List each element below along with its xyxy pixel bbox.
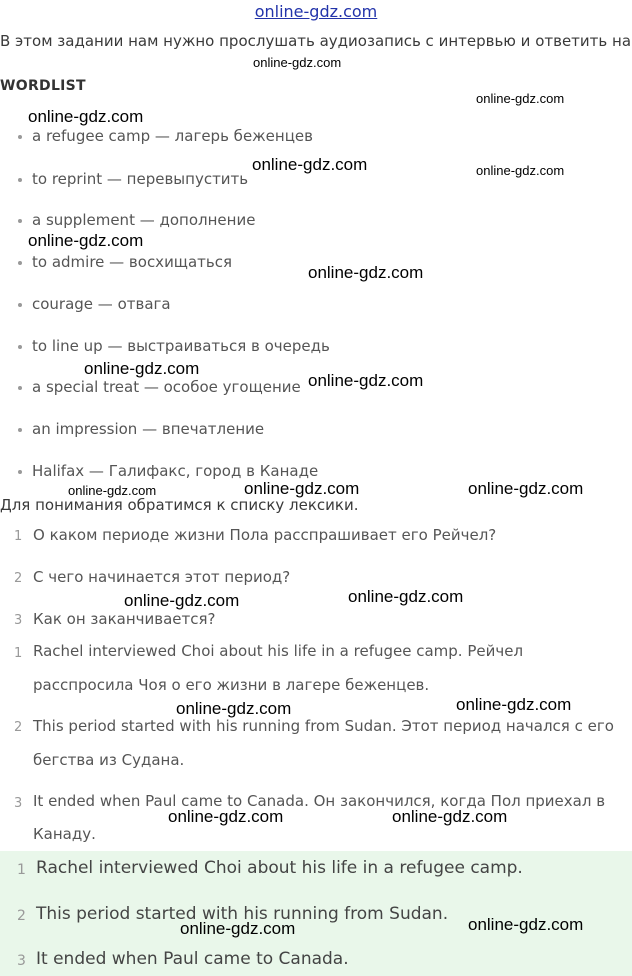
bullet-icon	[18, 470, 22, 474]
wordlist-item: to admire — восхищаться	[18, 253, 232, 271]
watermark: online-gdz.com	[468, 915, 584, 934]
translation-line: Rachel interviewed Choi about his life in a refugee camp. Рейчел	[33, 642, 524, 660]
bullet-icon	[18, 219, 22, 223]
wordlist-item: Halifax — Галифакс, город в Канаде	[18, 462, 318, 480]
watermark: online-gdz.com	[348, 587, 464, 606]
question-text: Как он заканчивается?	[33, 610, 216, 628]
translation-number: 1	[14, 646, 23, 661]
question-number: 1	[14, 529, 23, 544]
bullet-icon	[18, 345, 22, 349]
final-answer-text: It ended when Paul came to Canada.	[36, 949, 349, 969]
watermark: online-gdz.com	[244, 479, 360, 498]
watermark: online-gdz.com	[180, 919, 296, 938]
final-answer-number: 1	[17, 862, 26, 878]
question-number: 3	[14, 613, 23, 628]
watermark: online-gdz.com	[28, 231, 144, 250]
wordlist-item: a special treat — особое угощение	[18, 378, 301, 396]
wordlist-item: to line up — выстраиваться в очередь	[18, 337, 330, 355]
final-answer-text: Rachel interviewed Choi about his life in a refugee camp.	[36, 858, 523, 878]
wordlist-item: to reprint — перевыпустить	[18, 170, 248, 188]
bullet-icon	[18, 303, 22, 307]
watermark: online-gdz.com	[253, 55, 342, 70]
intro-text: В этом задании нам нужно прослушать аудиозапись с интервью и ответить на	[0, 32, 632, 50]
watermark: online-gdz.com	[392, 807, 508, 826]
translation-number: 2	[14, 720, 23, 735]
bullet-icon	[18, 428, 22, 432]
translation-line: Канаду.	[33, 825, 96, 843]
wordlist-item: an impression — впечатление	[18, 420, 264, 438]
lexicon-note: Для понимания обратимся к списку лексики.	[0, 496, 359, 514]
final-answer-number: 2	[17, 908, 26, 924]
site-title-link[interactable]: online-gdz.com	[254, 2, 378, 21]
question-text: С чего начинается этот период?	[33, 568, 291, 586]
watermark: online-gdz.com	[476, 91, 565, 106]
watermark: online-gdz.com	[252, 155, 368, 174]
watermark: online-gdz.com	[456, 695, 572, 714]
translation-line: This period started with his running from Sudan. Этот период начался с его	[33, 717, 614, 735]
watermark: online-gdz.com	[124, 591, 240, 610]
question-number: 2	[14, 571, 23, 586]
watermark: online-gdz.com	[476, 163, 565, 178]
wordlist-item: a supplement — дополнение	[18, 211, 255, 229]
watermark: online-gdz.com	[468, 479, 584, 498]
bullet-icon	[18, 386, 22, 390]
final-answer-text: This period started with his running from Sudan.	[36, 904, 449, 924]
question-text: О каком периоде жизни Пола расспрашивает его Рейчел?	[33, 526, 497, 544]
bullet-icon	[18, 178, 22, 182]
final-answer-number: 3	[17, 953, 26, 969]
translation-line: It ended when Paul came to Canada. Он закончился, когда Пол приехал в	[33, 792, 606, 810]
translation-line: расспросила Чоя о его жизни в лагере беженцев.	[33, 676, 430, 694]
watermark: online-gdz.com	[308, 371, 424, 390]
watermark: online-gdz.com	[84, 359, 200, 378]
watermark: online-gdz.com	[28, 107, 144, 126]
translation-line: бегства из Судана.	[33, 751, 185, 769]
bullet-icon	[18, 135, 22, 139]
bullet-icon	[18, 261, 22, 265]
watermark: online-gdz.com	[168, 807, 284, 826]
wordlist-heading: WORDLIST	[0, 78, 86, 94]
wordlist-item: a refugee camp — лагерь беженцев	[18, 127, 313, 145]
watermark: online-gdz.com	[68, 483, 157, 498]
translation-number: 3	[14, 796, 23, 811]
wordlist-item: courage — отвага	[18, 295, 171, 313]
watermark: online-gdz.com	[308, 263, 424, 282]
watermark: online-gdz.com	[176, 699, 292, 718]
